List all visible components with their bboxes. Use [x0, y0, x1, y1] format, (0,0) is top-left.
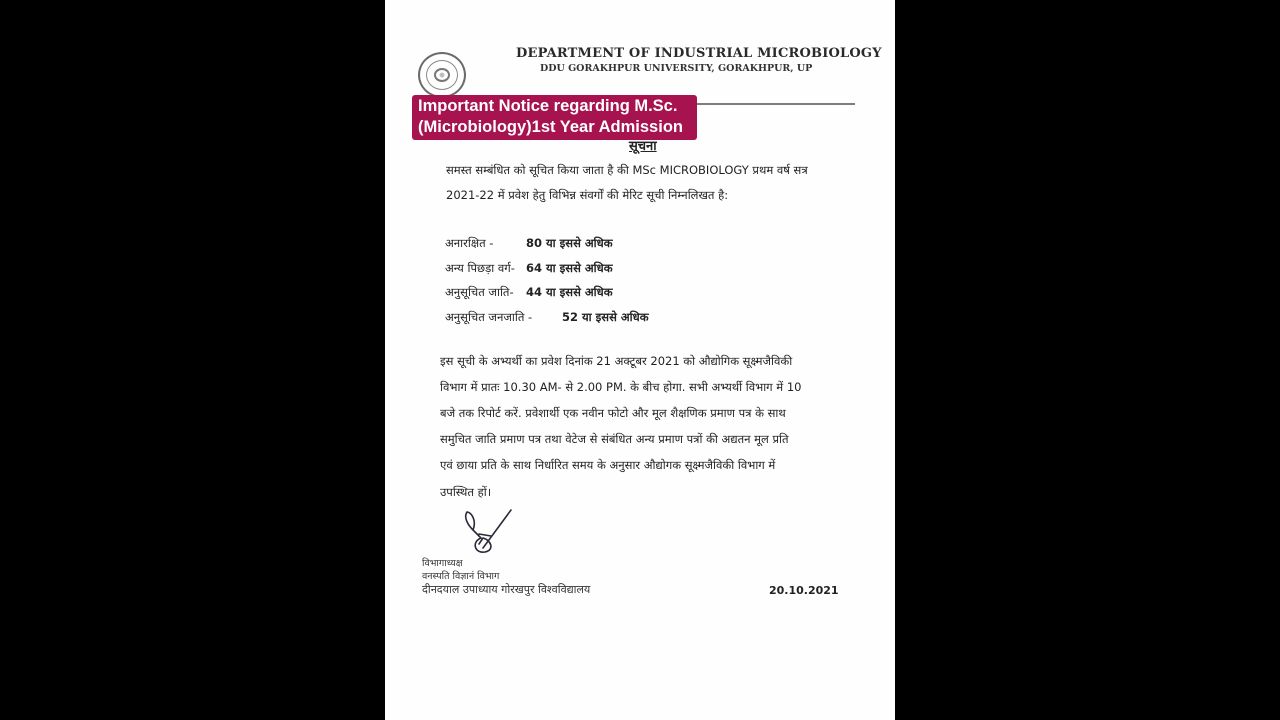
notice-date: 20.10.2021 — [769, 584, 839, 597]
merit-category: अनारक्षित - — [445, 236, 494, 250]
banner-line-1: Important Notice regarding M.Sc. — [418, 97, 678, 115]
body-line: समुचित जाति प्रमाण पत्र तथा वेटेज से संबंधित अन्य प्रमाण पत्रों की अद्यतन मूल प्रति — [440, 432, 789, 446]
signatory-block — [422, 557, 590, 596]
handwritten-signature-icon — [461, 508, 515, 558]
body-line: उपस्थित हों। — [440, 485, 492, 499]
signatory-department: वनस्पति विज्ञानं विभाग — [422, 571, 500, 582]
merit-cutoff: 44 या इससे अधिक — [526, 285, 613, 299]
merit-cutoff: 52 या इससे अधिक — [562, 309, 649, 324]
merit-cutoff: 80 या इससे अधिक — [526, 236, 613, 250]
body-line: विभाग में प्रातः 10.30 AM- से 2.00 PM. के बीच होगा. सभी अभ्यर्थी विभाग में 10 — [440, 380, 802, 394]
merit-row-obc — [445, 260, 613, 286]
notice-heading: सूचना — [629, 139, 657, 154]
university-seal-icon — [418, 52, 466, 98]
merit-category: अन्य पिछड़ा वर्ग- — [445, 260, 515, 275]
merit-category: अनुसूचित जनजाति - — [445, 309, 533, 324]
header-divider — [685, 103, 855, 105]
notice-document — [385, 0, 895, 720]
merit-cutoff: 64 या इससे अधिक — [526, 260, 613, 275]
body-line: एवं छाया प्रति के साथ निर्धारित समय के अनुसार औद्योगक सूक्ष्मजैविकी विभाग में — [440, 458, 776, 472]
banner-line-2: (Microbiology)1st Year Admission — [418, 118, 683, 136]
signatory-title: विभागाध्यक्ष — [422, 558, 463, 569]
university-name: DDU GORAKHPUR UNIVERSITY, GORAKHPUR, UP — [540, 63, 813, 74]
intro-line-1: समस्त सम्बंधित को सूचित किया जाता है की MSc MICROBIOLOGY प्रथम वर्ष सत्र — [446, 163, 808, 177]
merit-row-unreserved — [445, 236, 613, 261]
body-line: बजे तक रिपोर्ट करें. प्रवेशार्थी एक नवीन फोटो और मूल शैक्षणिक प्रमाण पत्र के साथ — [440, 406, 786, 420]
intro-line-2: 2021-22 में प्रवेश हेतु विभिन्न संवर्गों की मेरिट सूची निम्नलिखत है: — [446, 188, 729, 202]
merit-list — [445, 236, 649, 334]
merit-row-st — [445, 309, 649, 335]
department-title: DEPARTMENT OF INDUSTRIAL MICROBIOLOGY — [516, 46, 882, 61]
merit-row-sc — [445, 285, 613, 310]
signatory-university: दीनदयाल उपाध्याय गोरखपुर विश्वविद्यालय — [422, 583, 591, 596]
body-line: इस सूची के अभ्यर्थी का प्रवेश दिनांक 21 अक्टूबर 2021 को औद्योगिक सूक्ष्मजैविकी — [440, 354, 793, 368]
merit-category: अनुसूचित जाति- — [445, 285, 514, 299]
overlay-title-banner — [412, 95, 697, 140]
